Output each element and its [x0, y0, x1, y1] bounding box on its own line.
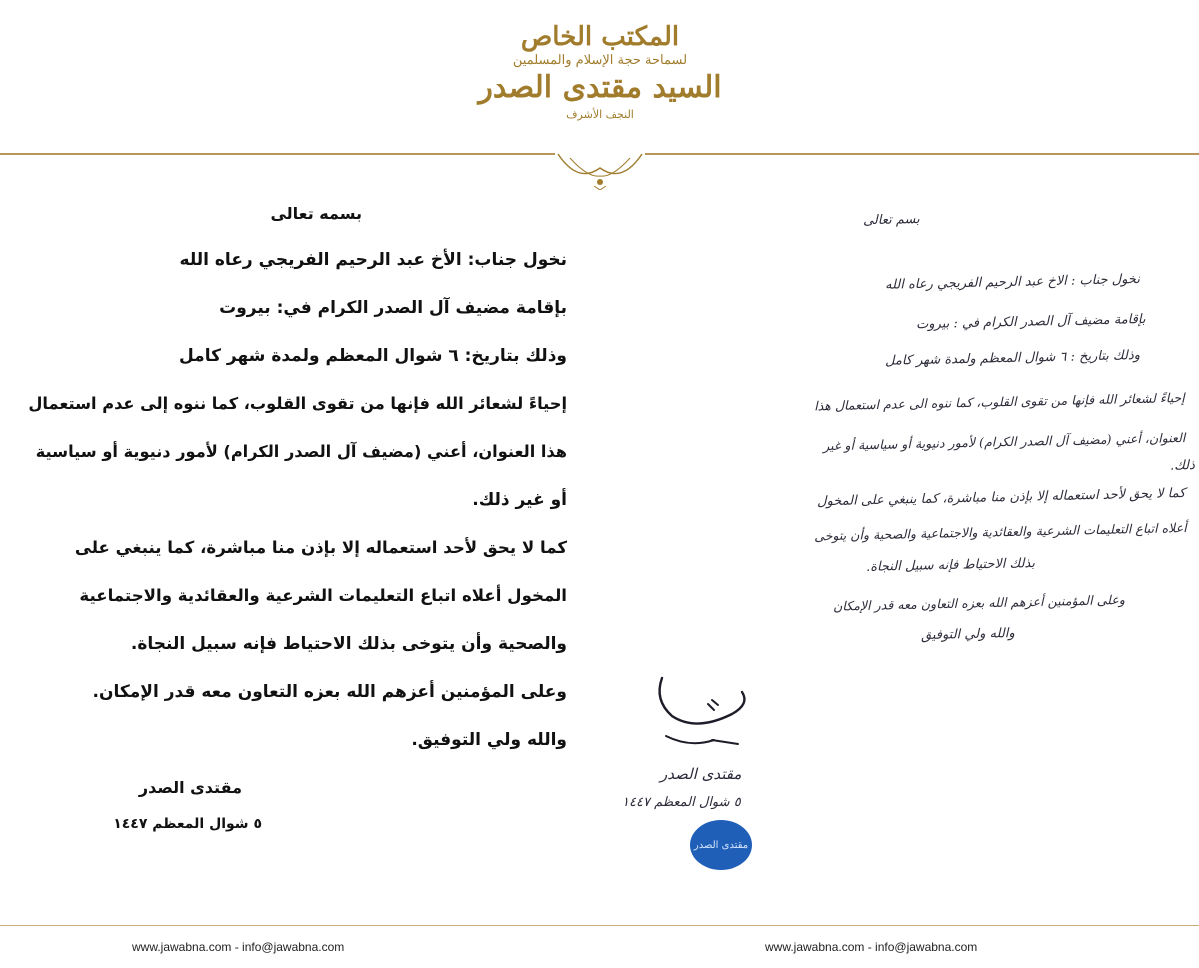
hand-line: وعلى المؤمنين أعزهم الله بعزه التعاون معه قدر الإمكان — [833, 592, 1126, 614]
letterhead-office: المكتب الخاص — [520, 22, 680, 52]
hand-line: إحياءً لشعائر الله فإنها من تقوى القلوب، كما ننوه الى عدم استعمال هذا — [814, 390, 1186, 414]
hand-line: بذلك الاحتياط فإنه سبيل النجاة. — [865, 556, 1036, 575]
typed-line: بإقامة مضيف آل الصدر الكرام في: بيروت — [219, 298, 567, 318]
stamp-text: مقتدى الصدر — [693, 839, 749, 851]
handwritten-letter — [600, 200, 1195, 680]
letterhead-name: السيد مقتدى الصدر — [478, 70, 722, 105]
typed-signature-name: مقتدى الصدر — [138, 778, 242, 797]
typed-line: والصحية وأن يتوخى بذلك الاحتياط فإنه سبيل النجاة. — [130, 634, 567, 654]
typed-line: وذلك بتاريخ: ٦ شوال المعظم ولمدة شهر كامل — [179, 346, 567, 366]
hand-line: العنوان، أعني (مضيف آل الصدر الكرام) لأمور دنيوية أو سياسية أو غير — [822, 430, 1186, 454]
letterhead-tagline: لسماحة حجة الإسلام والمسلمين — [512, 53, 688, 68]
typed-line: كما لا يحق لأحد استعماله إلا بإذن منا مباشرة، كما ينبغي على — [74, 538, 567, 557]
hand-basmala: بسم تعالى — [863, 212, 921, 229]
hand-signature-name: مقتدى الصدر — [660, 765, 742, 783]
ornament-icon — [548, 150, 652, 190]
footer-divider — [0, 925, 1199, 926]
hand-line: نخول جناب : الاخ عبد الرحيم الفريجي رعاه الله — [885, 272, 1141, 293]
official-stamp — [690, 820, 752, 870]
typed-line: والله ولي التوفيق. — [411, 730, 567, 750]
typed-basmala: بسمه تعالى — [270, 204, 362, 223]
typed-line: نخول جناب: الأخ عبد الرحيم الفريجي رعاه الله — [179, 250, 567, 270]
header-divider-left — [0, 153, 555, 155]
typed-line: المخول أعلاه اتباع التعليمات الشرعية والعقائدية والاجتماعية — [79, 586, 567, 605]
typed-line: إحياءً لشعائر الله فإنها من تقوى القلوب، كما ننوه إلى عدم استعمال — [28, 394, 567, 413]
typed-date: ٥ شوال المعظم ١٤٤٧ — [113, 816, 262, 832]
hand-line: أعلاه اتباع التعليمات الشرعية والعقائدية والاجتماعية والصحية وأن يتوخى — [814, 520, 1188, 544]
hand-date: ٥ شوال المعظم ١٤٤٧ — [622, 795, 741, 810]
typed-line: وعلى المؤمنين أعزهم الله بعزه التعاون معه قدر الإمكان. — [92, 682, 567, 702]
letterhead-city: النجف الأشرف — [566, 108, 634, 121]
typed-line: أو غير ذلك. — [472, 490, 567, 510]
typed-line: هذا العنوان، أعني (مضيف آل الصدر الكرام) لأمور دنيوية أو سياسية — [35, 442, 567, 461]
hand-line: كما لا يحق لأحد استعماله إلا بإذن منا مباشرة، كما ينبغي على المخول — [816, 486, 1186, 510]
footer-contact-left: www.jawabna.com - info@jawabna.com — [132, 940, 345, 954]
letterhead — [0, 0, 1199, 200]
hand-line: وذلك بتاريخ : ٦ شوال المعظم ولمدة شهر كامل — [884, 348, 1141, 369]
header-divider-right — [645, 153, 1199, 155]
letterhead-crest — [470, 22, 730, 124]
hand-line: بإقامة مضيف آل الصدر الكرام في : بيروت — [915, 312, 1146, 333]
footer-contact-right: www.jawabna.com - info@jawabna.com — [765, 940, 978, 954]
signature-scribble — [650, 670, 770, 760]
hand-line: والله ولي التوفيق — [921, 626, 1016, 644]
hand-line: ذلك. — [1169, 458, 1196, 474]
